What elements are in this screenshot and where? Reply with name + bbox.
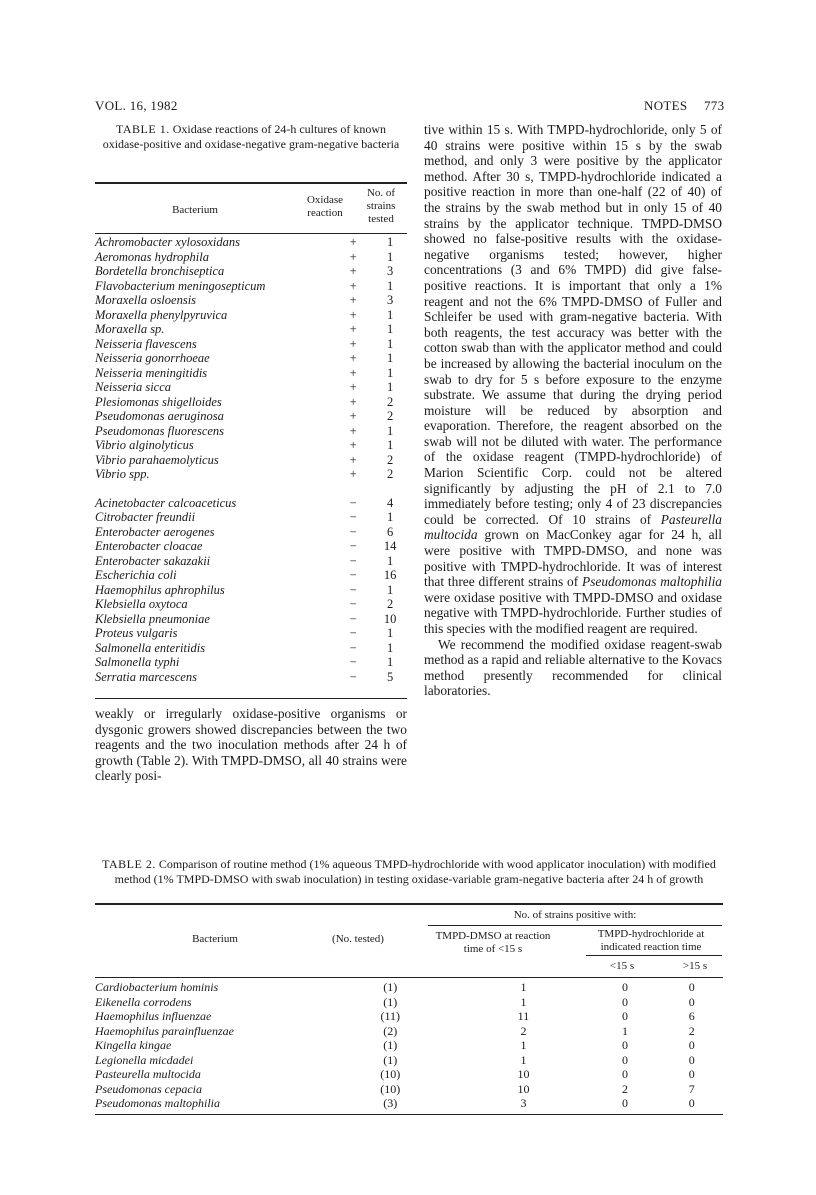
bacterium-cell: Vibrio alginolyticus [95, 438, 194, 452]
table-row [95, 1082, 723, 1097]
reaction-cell: − [349, 510, 357, 524]
table-row [95, 453, 407, 468]
dmso-cell: 10 [517, 1081, 530, 1096]
reaction-cell: + [349, 249, 357, 264]
bacterium-cell: Cardiobacterium hominis [95, 980, 219, 994]
bacterium-cell: Vibrio parahaemolyticus [95, 452, 219, 467]
table1-col-reaction: Oxidase reaction [306, 194, 344, 219]
reaction-cell: − [349, 582, 357, 597]
bacterium-cell: Moraxella phenylpyruvica [95, 307, 228, 322]
reaction-cell: + [349, 438, 357, 452]
strains-cell: 1 [386, 307, 394, 322]
bacterium-cell: Eikenella corrodens [95, 994, 192, 1009]
bacterium-cell: Haemophilus parainfluenzae [95, 1023, 234, 1038]
text-run: were oxidase positive with TMPD-DMSO and oxidase negative with TMPD-hydrochloride. Further studies of this species with the modified reagent are required. [424, 589, 722, 636]
table2-col-gt15: >15 s [682, 960, 708, 972]
reaction-cell: + [349, 365, 357, 380]
reaction-cell: − [349, 524, 357, 539]
table-row [95, 525, 407, 540]
strains-cell: 1 [386, 249, 394, 264]
bacterium-cell: Haemophilus influenzae [95, 1009, 212, 1023]
bacterium-cell: Pasteurella multocida [95, 1067, 201, 1081]
table-row [95, 409, 407, 424]
strains-cell: 14 [383, 539, 397, 553]
strains-cell: 1 [386, 640, 394, 655]
page-number: 773 [704, 98, 725, 113]
bacterium-cell: Aeromonas hydrophila [95, 249, 209, 264]
hcl-gt15-cell: 0 [688, 1067, 695, 1081]
strains-cell: 1 [386, 582, 394, 597]
strains-cell: 2 [386, 452, 394, 467]
table-row [95, 264, 407, 279]
table-row [95, 250, 407, 265]
table2-top-rule [95, 903, 723, 905]
table-row [95, 1009, 723, 1024]
reaction-cell: + [349, 235, 357, 249]
strains-cell: 2 [386, 597, 394, 611]
table1-header-rule [95, 233, 407, 234]
text-run: grown on MacConkey agar for 24 h, all were positive with TMPD-DMSO, and none was positive with TMPD-hydrochloride. It was of interest that three different strains of [424, 527, 722, 590]
bacterium-cell: Klebsiella pneumoniae [95, 611, 210, 626]
strains-cell: 1 [386, 278, 394, 293]
table-row [95, 293, 407, 308]
strains-cell: 3 [386, 264, 394, 278]
species-name: Pseudomonas maltophilia [582, 574, 722, 590]
strains-cell: 2 [386, 409, 394, 423]
strains-cell: 1 [386, 380, 394, 394]
left-column-text [95, 706, 407, 784]
table1-bottom-rule [95, 698, 407, 699]
table-row [95, 380, 407, 395]
paragraph-results [424, 122, 722, 637]
reaction-cell: + [349, 336, 357, 351]
reaction-cell: − [349, 611, 357, 626]
strains-cell: 2 [386, 394, 394, 409]
tested-cell: (1) [383, 994, 398, 1009]
strains-cell: 1 [386, 336, 394, 351]
tested-cell: (11) [380, 1009, 401, 1023]
bacterium-cell: Legionella micdadei [95, 1052, 194, 1067]
table2-col-tested: (No. tested) [332, 933, 384, 945]
bacterium-cell: Acinetobacter calcoaceticus [95, 495, 237, 510]
bacterium-cell: Neisseria sicca [95, 380, 172, 394]
dmso-cell: 10 [517, 1067, 530, 1081]
bacterium-cell: Neisseria meningitidis [95, 365, 208, 380]
table1-col-strains: No. of strains tested [366, 187, 396, 225]
spacer-cell [95, 482, 407, 496]
table2-caption-text: Comparison of routine method (1% aqueous TMPD-hydrochloride with wood applicator inoculation) with modified method (1% TMPD-DMSO with swab inoculation) in testing oxidase-variable gram-negative bacteria after 24 h of growth [114, 857, 716, 886]
table2 [95, 980, 723, 1111]
table-row [95, 980, 723, 995]
bacterium-cell: Salmonella enteritidis [95, 640, 206, 655]
reaction-cell: − [349, 495, 357, 510]
bacterium-cell: Bordetella bronchiseptica [95, 264, 225, 278]
table1-col-bacterium: Bacterium [172, 204, 218, 216]
table-row [95, 1024, 723, 1039]
bacterium-cell: Neisseria flavescens [95, 336, 197, 351]
strains-cell: 4 [386, 495, 394, 510]
table2-label: TABLE 2. [102, 857, 156, 871]
table1-caption-text: Oxidase reactions of 24-h cultures of known oxidase-positive and oxidase-negative gram-negative bacteria [102, 122, 400, 151]
bacterium-cell: Kingella kingae [95, 1038, 172, 1052]
table1 [95, 235, 407, 684]
bacterium-cell: Plesiomonas shigelloides [95, 394, 222, 409]
bacterium-cell: Salmonella typhi [95, 655, 180, 669]
hcl-gt15-cell: 0 [688, 980, 695, 994]
table-row [95, 1067, 723, 1082]
table-row [95, 612, 407, 627]
bacterium-cell: Moraxella osloensis [95, 293, 197, 307]
table-row [95, 510, 407, 525]
hcl-lt15-cell: 1 [621, 1023, 628, 1038]
hcl-lt15-cell: 0 [621, 1038, 628, 1052]
bacterium-cell: Flavobacterium meningosepticum [95, 278, 266, 293]
dmso-cell: 3 [520, 1096, 527, 1110]
reaction-cell: − [349, 626, 357, 640]
bacterium-cell: Enterobacter cloacae [95, 539, 203, 553]
hcl-lt15-cell: 0 [621, 1067, 628, 1081]
bacterium-cell: Serratia marcescens [95, 669, 197, 684]
reaction-cell: + [349, 278, 357, 293]
hcl-lt15-cell: 0 [621, 980, 628, 994]
right-column-text [424, 122, 722, 699]
hcl-lt15-cell: 0 [621, 994, 628, 1009]
table2-group-header: No. of strains positive with: [513, 909, 637, 921]
strains-cell: 1 [386, 626, 394, 640]
table-row [95, 308, 407, 323]
strains-cell: 1 [386, 510, 394, 524]
bacterium-cell: Neisseria gonorrhoeae [95, 351, 210, 365]
hcl-lt15-cell: 0 [621, 1009, 628, 1023]
strains-cell: 1 [386, 235, 394, 249]
table-row [95, 995, 723, 1010]
table2-subgroup-rule [586, 955, 722, 956]
species-name: Pasteurella multocida [424, 511, 722, 543]
dmso-cell: 2 [520, 1023, 527, 1038]
hcl-gt15-cell: 7 [688, 1081, 695, 1096]
reaction-cell: − [349, 568, 357, 582]
reaction-cell: + [349, 293, 357, 307]
reaction-cell: + [349, 307, 357, 322]
reaction-cell: + [349, 394, 357, 409]
bacterium-cell: Pseudomonas maltophilia [95, 1096, 220, 1110]
dmso-cell: 1 [520, 980, 527, 994]
table-row [95, 366, 407, 381]
bacterium-cell: Pseudomonas cepacia [95, 1081, 202, 1096]
table-row [95, 438, 407, 453]
bacterium-cell: Pseudomonas aeruginosa [95, 409, 224, 423]
running-header-section: NOTES [644, 98, 688, 113]
tested-cell: (10) [380, 1067, 401, 1081]
reaction-cell: + [349, 380, 357, 394]
table2-col-hcl: TMPD-hydrochloride at indicated reaction time [597, 928, 705, 953]
table2-col-lt15: <15 s [609, 960, 635, 972]
table-row [95, 395, 407, 410]
dmso-cell: 1 [520, 1038, 527, 1052]
hcl-gt15-cell: 0 [688, 1038, 695, 1052]
table2-group-rule [428, 925, 722, 926]
bacterium-cell: Citrobacter freundii [95, 510, 196, 524]
table-row [95, 1053, 723, 1068]
bacterium-cell: Enterobacter aerogenes [95, 524, 215, 539]
table2-caption [95, 857, 723, 887]
table1-top-rule [95, 182, 407, 184]
bacterium-cell: Proteus vulgaris [95, 626, 178, 640]
reaction-cell: − [349, 655, 357, 669]
reaction-cell: − [349, 669, 357, 684]
tested-cell: (1) [383, 980, 398, 994]
paragraph-continued: weakly or irregularly oxidase-positive organisms or dysgonic growers showed discrepancies between the two reagents and the two inoculation methods after 24 h of growth (Table 2). With TMPD-DMSO, all 40 strains were clearly posi- [95, 706, 407, 784]
hcl-lt15-cell: 0 [621, 1052, 628, 1067]
table-row [95, 568, 407, 583]
strains-cell: 1 [386, 351, 394, 365]
table-row [95, 641, 407, 656]
table-row [95, 554, 407, 569]
tested-cell: (3) [383, 1096, 398, 1110]
tested-cell: (2) [383, 1023, 398, 1038]
strains-cell: 16 [383, 568, 397, 582]
hcl-gt15-cell: 0 [688, 1052, 695, 1067]
hcl-gt15-cell: 6 [688, 1009, 695, 1023]
strains-cell: 1 [386, 365, 394, 380]
strains-cell: 1 [386, 438, 394, 452]
hcl-lt15-cell: 2 [621, 1081, 628, 1096]
strains-cell: 1 [386, 423, 394, 438]
bacterium-cell: Klebsiella oxytoca [95, 597, 188, 611]
table2-col-bacterium: Bacterium [192, 933, 238, 945]
paragraph-recommendation: We recommend the modified oxidase reagent-swab method as a rapid and reliable alternative to the Kovacs method presently recommended for clinical laboratories. [424, 636, 722, 699]
tested-cell: (1) [383, 1052, 398, 1067]
dmso-cell: 1 [520, 994, 527, 1009]
bacterium-cell: Achromobacter xylosoxidans [95, 235, 240, 249]
table-row [95, 626, 407, 641]
reaction-cell: − [349, 539, 357, 553]
table-row [95, 496, 407, 511]
hcl-gt15-cell: 2 [688, 1023, 695, 1038]
table-row [95, 351, 407, 366]
table-row [95, 597, 407, 612]
text-run: tive within 15 s. With TMPD-hydrochloride, only 5 of 40 strains were positive within 15 s by the swab method, and only 3 were positive by the applicator method. After 30 s, TMPD-hydrochloride indicated a positive reaction in more than one-half (22 of 40) of the strains by the swab method but in only 15 of 40 strains by the applicator technique. TMPD-DMSO showed no false-positive results with the oxidase-negative organisms tested; however, higher concentrations (3 and 6% TMPD) did give false-positive reactions. It is important that only a 1% reagent and not the 6% TMPD-DMSO of Fuller and Schleifer be used with gram-negative bacteria. With both reagents, the test accuracy was better with the cotton swab than with the applicator method and could be increased by allowing the bacterial inoculum on the swab to dry for 5 s before exposure to the enzyme substrate. We assume that during the drying period moisture will be reduced by absorption and evaporation. Therefore, the reagent absorbed on the swab will not be diluted with water. The performance of the oxidase reagent (TMPD-hydrochloride) of Marion Scientific Corp. could not be altered significantly by adjusting the pH of 2.1 to 7.0 immediately before testing; only 4 of 23 discrepancies could be corrected. Of 10 strains of [424, 122, 722, 527]
dmso-cell: 1 [520, 1052, 527, 1067]
tested-cell: (10) [380, 1081, 401, 1096]
hcl-gt15-cell: 0 [688, 1096, 695, 1110]
strains-cell: 1 [386, 655, 394, 669]
table2-bottom-rule [95, 1114, 723, 1115]
reaction-cell: + [349, 452, 357, 467]
hcl-lt15-cell: 0 [621, 1096, 628, 1110]
table1-label: TABLE 1. [116, 122, 170, 136]
table-row [95, 583, 407, 598]
table2-col-dmso: TMPD-DMSO at reaction time of <15 s [435, 930, 551, 955]
reaction-cell: + [349, 423, 357, 438]
strains-cell: 3 [386, 293, 394, 307]
table-row [95, 1038, 723, 1053]
bacterium-cell: Moraxella sp. [95, 322, 165, 336]
bacterium-cell: Escherichia coli [95, 568, 177, 582]
table-row [95, 337, 407, 352]
reaction-cell: + [349, 467, 357, 481]
table1-caption [95, 122, 407, 152]
strains-cell: 10 [383, 611, 397, 626]
reaction-cell: − [349, 553, 357, 568]
table-row [95, 655, 407, 670]
reaction-cell: + [349, 351, 357, 365]
table-row [95, 322, 407, 337]
bacterium-cell: Pseudomonas fluorescens [95, 423, 225, 438]
reaction-cell: + [349, 409, 357, 423]
strains-cell: 6 [386, 524, 394, 539]
bacterium-cell: Haemophilus aphrophilus [95, 582, 225, 597]
dmso-cell: 11 [517, 1009, 530, 1023]
table-row [95, 467, 407, 482]
strains-cell: 2 [386, 467, 394, 481]
group-spacer [95, 482, 407, 496]
strains-cell: 5 [386, 669, 394, 684]
table-row [95, 670, 407, 685]
bacterium-cell: Vibrio spp. [95, 467, 150, 481]
running-header-volume: VOL. 16, 1982 [95, 98, 178, 113]
table2-header-rule [95, 977, 723, 978]
hcl-gt15-cell: 0 [688, 994, 695, 1009]
reaction-cell: − [349, 597, 357, 611]
table-row [95, 279, 407, 294]
reaction-cell: + [349, 322, 357, 336]
tested-cell: (1) [383, 1038, 398, 1052]
reaction-cell: + [349, 264, 357, 278]
table-row [95, 539, 407, 554]
table-row [95, 235, 407, 250]
reaction-cell: − [349, 640, 357, 655]
table-row [95, 1096, 723, 1111]
table-row [95, 424, 407, 439]
strains-cell: 1 [386, 322, 394, 336]
bacterium-cell: Enterobacter sakazakii [95, 553, 211, 568]
strains-cell: 1 [386, 553, 394, 568]
